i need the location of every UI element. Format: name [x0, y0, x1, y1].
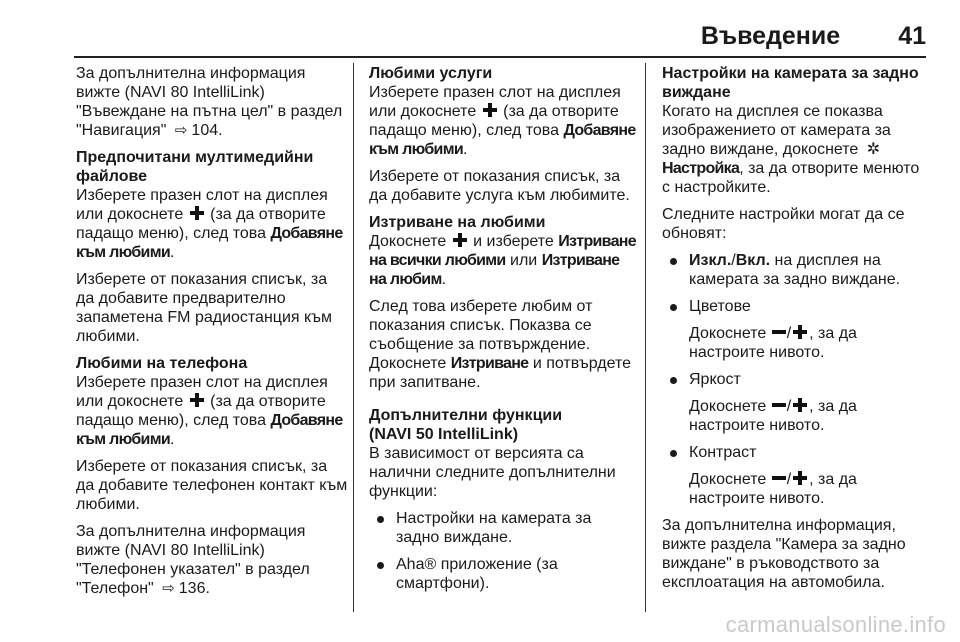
column-divider — [353, 63, 354, 612]
page-ref-arrow-icon: ⇨ — [162, 580, 175, 597]
plus-icon — [483, 103, 497, 117]
section-heading-delete: Изтриване на любими — [369, 214, 546, 231]
services-paragraph-1: Изберете празен слот на дисплея или докоснете (за да отворите падащо меню), след това Добавяне към любими. — [369, 84, 636, 158]
section-heading-camera: Настройки на камерата за задно виждане — [662, 65, 919, 101]
phone-paragraph-1: Изберете празен слот на дисплея или докоснете (за да отворите падащо меню), след това Добавяне към любими. — [76, 374, 343, 448]
plus-icon — [793, 398, 807, 412]
plus-icon — [190, 393, 204, 407]
header-rule — [74, 56, 926, 58]
extra-list — [369, 509, 637, 593]
intro-paragraph: За допълнителна информация вижте (NAVI 80 IntelliLink) "Въвеждане на пътна цел" в раздел "Навигация" ⇨ 104. — [76, 65, 343, 139]
delete-paragraph-2: След това изберете любим от показания списък. Показва се съобщение за потвърждение. Докоснете Изтриване и потвърдете при запитване. — [369, 298, 631, 391]
phone-paragraph-3: За допълнителна информация вижте (NAVI 80 IntelliLink) "Телефонен указател" в раздел "Телефон" ⇨ 136. — [76, 523, 310, 597]
camera-settings-list — [662, 251, 928, 508]
minus-icon — [772, 398, 786, 412]
section-heading-extra: Допълнителни функции (NAVI 50 IntelliLink) — [369, 407, 563, 443]
list-item: Яркост Докоснете / , за да настроите нивото. — [662, 370, 928, 435]
list-item: Настройки на камерата за задно виждане. — [369, 509, 637, 547]
column-1 — [76, 64, 348, 606]
page-header — [701, 22, 926, 52]
list-item: Цветове Докоснете / , за да настроите нивото. — [662, 297, 928, 362]
section-heading-media: Предпочитани мултимедийни файлове — [76, 149, 314, 185]
plus-icon — [453, 233, 467, 247]
plus-icon — [793, 471, 807, 485]
plus-icon — [190, 206, 204, 220]
extra-paragraph: В зависимост от версията са налични следните допълнителни функции: — [369, 445, 616, 500]
plus-icon — [793, 325, 807, 339]
phone-paragraph-2: Изберете от показания списък, за да добавите телефонен контакт към любими. — [76, 458, 348, 513]
services-paragraph-2: Изберете от показания списък, за да добавите услуга към любимите. — [369, 168, 630, 204]
camera-paragraph-1: Когато на дисплея се показва изображението от камерата за задно виждане, докоснете ✲Настройка, за да отворите менюто с настройките. — [662, 103, 920, 196]
media-paragraph-1: Изберете празен слот на дисплея или докоснете (за да отворите падащо меню), след това Добавяне към любими. — [76, 187, 343, 261]
page-number: 41 — [898, 22, 926, 50]
watermark: carmanualsonline.info — [725, 612, 946, 637]
minus-icon — [772, 471, 786, 485]
minus-icon — [772, 325, 786, 339]
list-item: Изкл./Вкл. на дисплея на камерата за задно виждане. — [662, 251, 928, 289]
column-2 — [369, 64, 637, 601]
column-3 — [662, 64, 928, 600]
camera-paragraph-3: За допълнителна информация, вижте раздела "Камера за задно виждане" в ръководството за експлоатация на автомобила. — [662, 517, 906, 591]
gear-icon: ✲ — [866, 141, 881, 158]
page-title: Въведение — [700, 22, 841, 50]
page-ref-arrow-icon: ⇨ — [174, 122, 188, 139]
section-heading-services: Любими услуги — [369, 65, 493, 82]
column-divider — [645, 63, 646, 612]
media-paragraph-2: Изберете от показания списък, за да добавите предварително запаметена FM радиостанция към любими. — [76, 271, 332, 345]
delete-paragraph-1: Докоснете и изберете Изтриване на всички любими или Изтриване на любим. — [369, 233, 636, 288]
section-heading-phone: Любими на телефона — [76, 355, 248, 372]
camera-paragraph-2: Следните настройки могат да се обновят: — [662, 206, 905, 242]
list-item: Aha® приложение (за смартфони). — [369, 555, 637, 593]
list-item: Контраст Докоснете / , за да настроите нивото. — [662, 443, 928, 508]
